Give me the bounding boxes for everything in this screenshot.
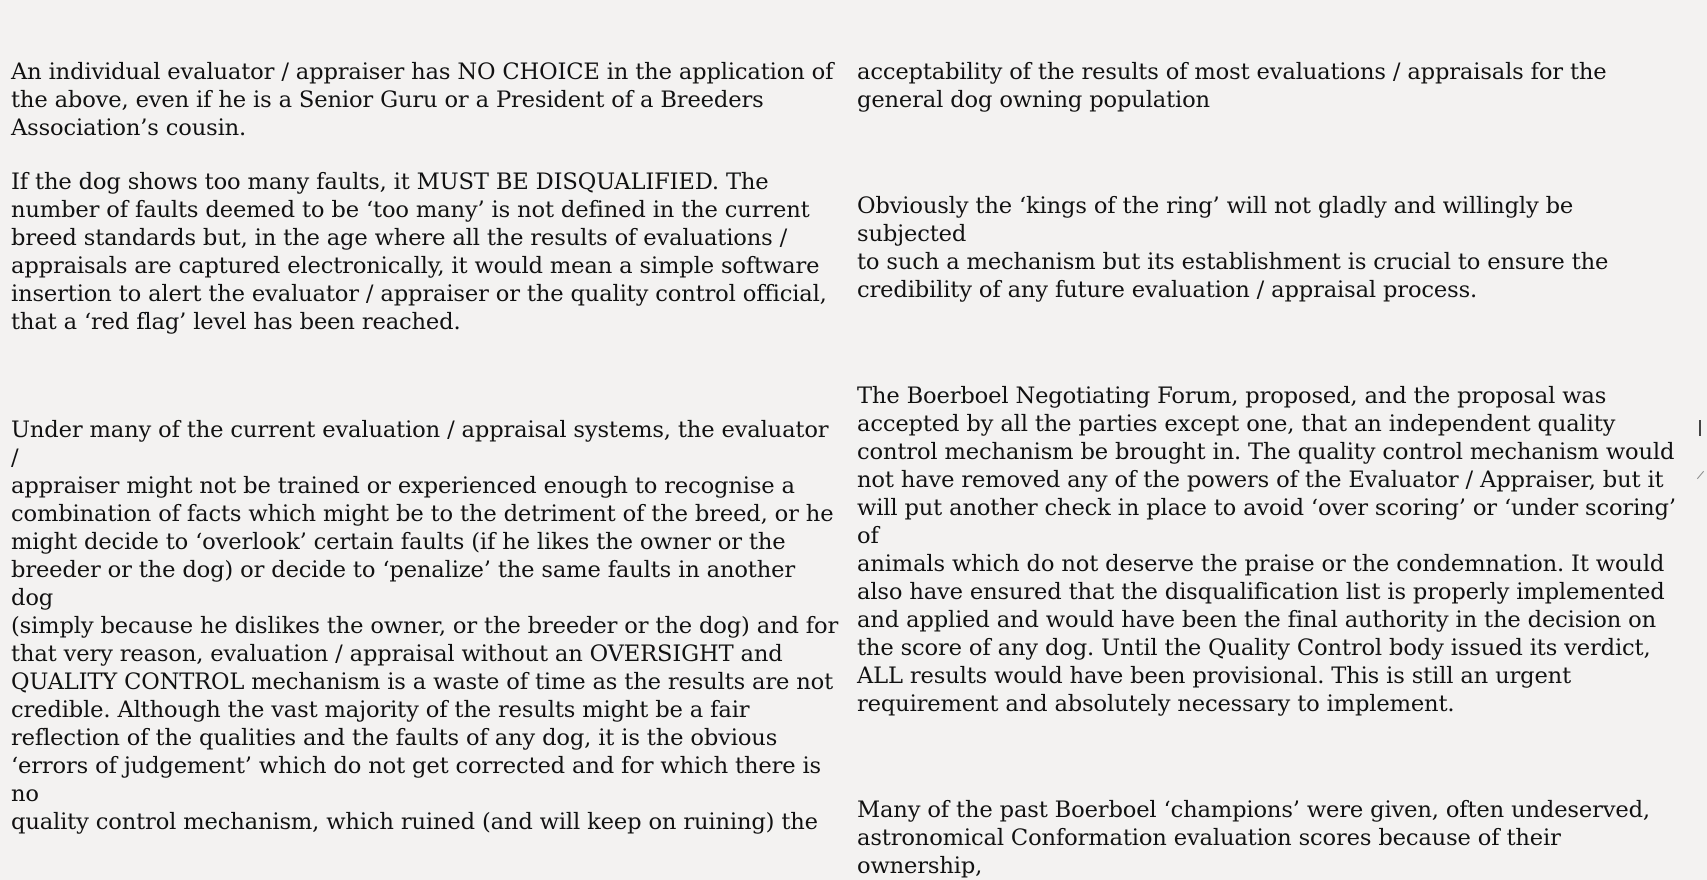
right-column [857, 58, 1677, 880]
paragraph-negotiating-forum: The Boerboel Negotiating Forum, proposed, and the proposal was accepted by all the parties except one, that an independent quality control mechanism be brought in. The quality control mechanism would not have removed any of the powers of the Evaluator / Appraiser, but it will put another check in place to avoid ‘over scoring’ or ‘under scoring’ of animals which do not deserve the praise or the condemnation. It would also have ensured that the disqualification list is properly implemented and applied and would have been the final authority in the decision on the score of any dog. Until the Quality Control body issued its verdict, ALL results would have been provisional. This is still an urgent requirement and absolutely necessary to implement. [857, 383, 1676, 717]
paragraph-kings-of-the-ring: Obviously the ‘kings of the ring’ will not gladly and willingly be subjected to such a mechanism but its establishment is crucial to ensure the credibility of any future evaluation / appraisal process. [857, 193, 1609, 303]
text-cursor-mark [1699, 420, 1701, 436]
paragraph-past-champions: Many of the past Boerboel ‘champions’ were given, often undeserved, astronomical Conformation evaluation scores because of their ownership, [857, 797, 1650, 879]
edge-slash-mark [1697, 471, 1704, 479]
left-column [11, 58, 841, 836]
paragraph-oversight-quality-control: Under many of the current evaluation / appraisal systems, the evaluator / appraiser might not be trained or experienced enough to recognise a combination of facts which might be to the detriment of the breed, or he might decide to ‘overlook’ certain faults (if he likes the owner or the breeder or the dog) or decide to ‘penalize’ the same faults in another dog (simply because he dislikes the owner, or the breeder or the dog) and for that very reason, evaluation / appraisal without an OVERSIGHT and QUALITY CONTROL mechanism is a waste of time as the results are not credible. Although the vast majority of the results might be a fair reflection of the qualities and the faults of any dog, it is the obvious ‘errors of judgement’ which do not get corrected and for which there is no quality control mechanism, which ruined (and will keep on ruining) the [11, 417, 839, 835]
paragraph-disqualification: If the dog shows too many faults, it MUST BE DISQUALIFIED. The number of faults deemed to be ‘too many’ is not defined in the current breed standards but, in the age where all the results of evaluations / appraisals are captured electronically, it would mean a simple software insertion to alert the evaluator / appraiser or the quality control official, that a ‘red flag’ level has been reached. [11, 169, 827, 335]
paragraph-acceptability: acceptability of the results of most evaluations / appraisals for the general dog owning population [857, 59, 1607, 113]
paragraph-evaluator-no-choice: An individual evaluator / appraiser has NO CHOICE in the application of the above, even if he is a Senior Guru or a President of a Breeders Association’s cousin. [11, 59, 834, 141]
